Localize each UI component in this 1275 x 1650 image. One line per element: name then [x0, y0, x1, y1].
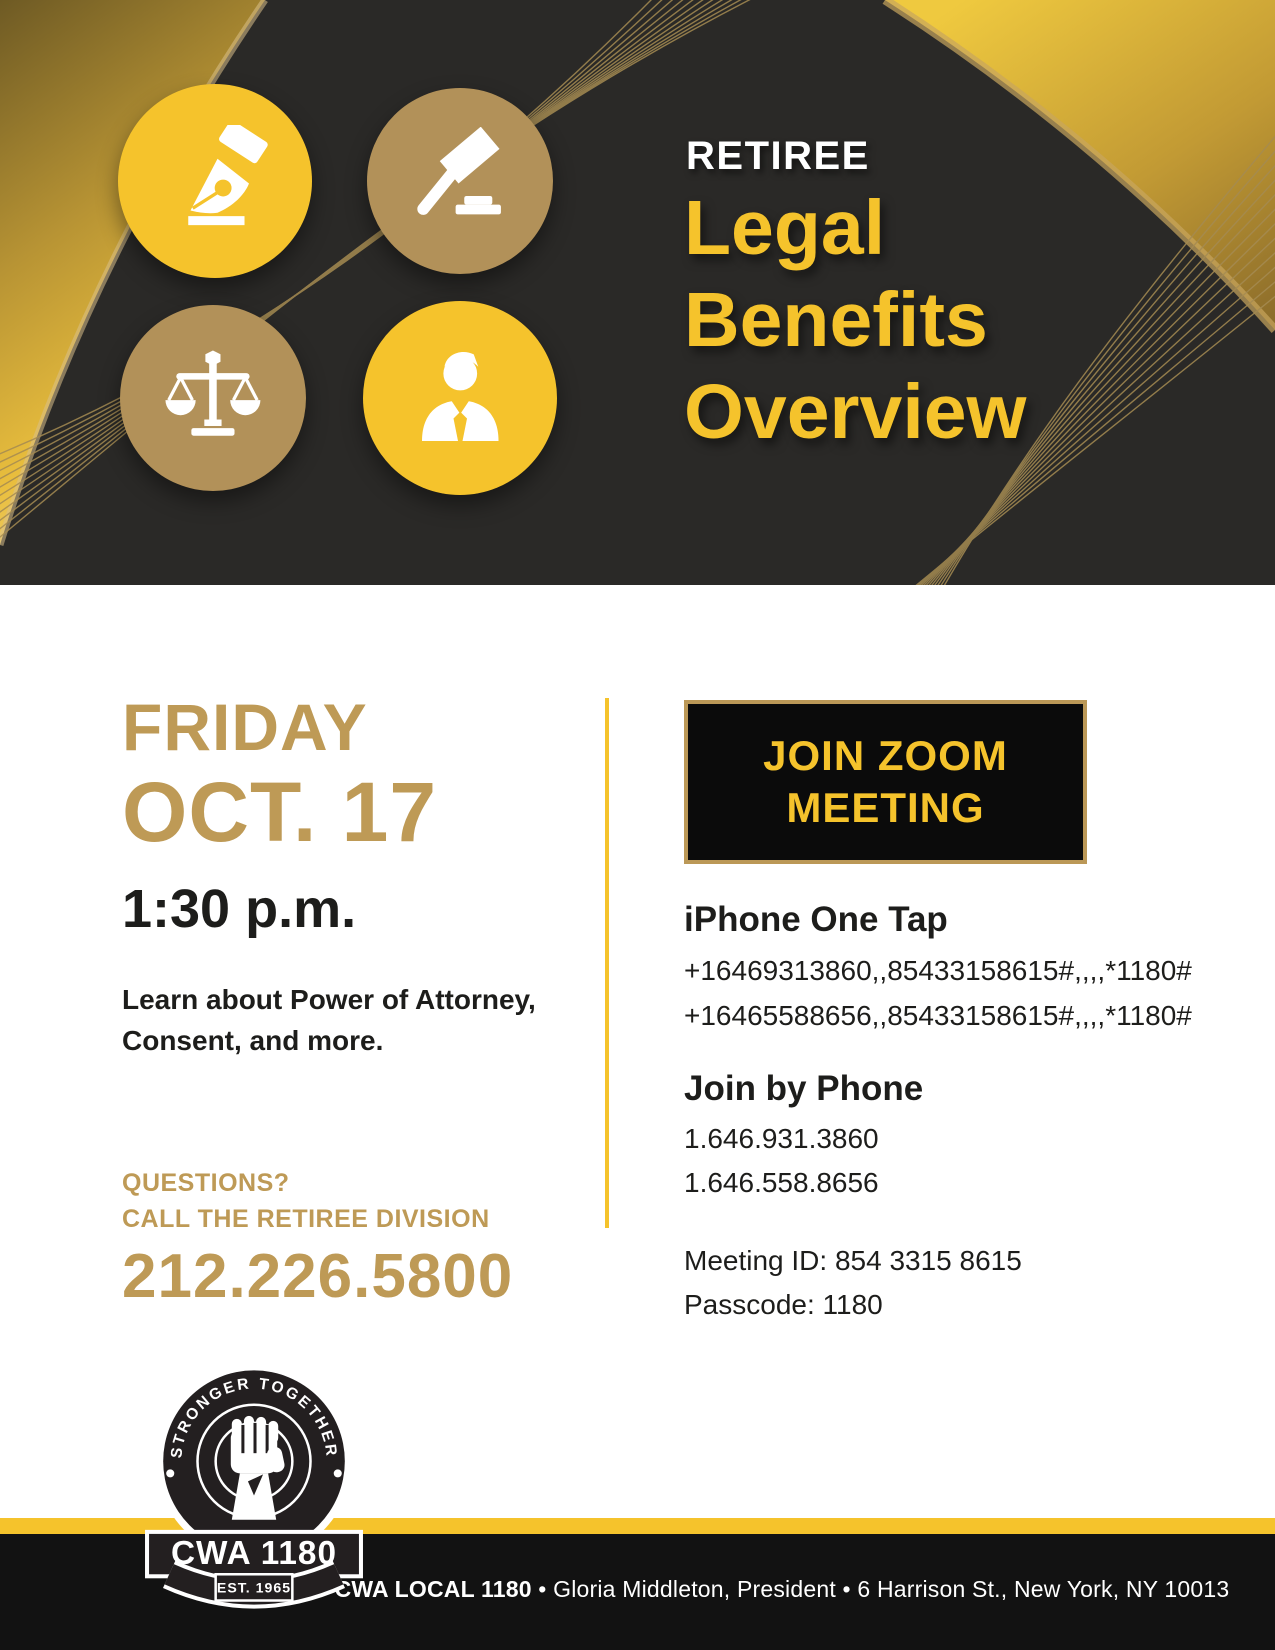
- eyebrow-retiree: RETIREE: [686, 134, 870, 178]
- gavel-icon: [367, 88, 553, 274]
- lawyer-icon: [363, 301, 557, 495]
- zoom-details: [684, 700, 1192, 1328]
- iphone-one-tap-numbers: [684, 948, 1192, 1039]
- description-line-2: Consent, and more.: [122, 1024, 384, 1056]
- event-details: [122, 690, 592, 1311]
- pen-nib-icon: [118, 84, 312, 278]
- event-date: OCT. 17: [122, 765, 438, 859]
- title-line-3: Overview: [684, 369, 1027, 455]
- title-line-2: Benefits: [684, 277, 988, 363]
- one-tap-number-1: +16469313860,,85433158615#,,,,*1180#: [684, 955, 1192, 986]
- join-zoom-meeting-button[interactable]: [684, 700, 1087, 864]
- meeting-credentials: [684, 1239, 1164, 1329]
- logo-arc-text: STRONGER TOGETHER: [168, 1375, 340, 1460]
- meeting-id: Meeting ID: 854 3315 8615: [684, 1244, 1022, 1276]
- page-title: [684, 182, 1026, 458]
- join-zoom-line-2: MEETING: [786, 784, 985, 831]
- event-description: [122, 980, 592, 1061]
- title-line-1: Legal: [684, 185, 886, 271]
- join-by-phone-heading: Join by Phone: [684, 1068, 924, 1108]
- footer-address-rest: • Gloria Middleton, President • 6 Harrison St., New York, NY 10013: [531, 1576, 1230, 1602]
- logo-name: CWA 1180: [170, 1535, 338, 1573]
- footer-address-line: [302, 1576, 1262, 1603]
- questions-block: [122, 1165, 592, 1238]
- description-line-1: Learn about Power of Attorney,: [122, 984, 536, 1015]
- event-time: 1:30 p.m.: [122, 879, 357, 939]
- passcode: Passcode: 1180: [684, 1289, 883, 1321]
- event-day: FRIDAY: [122, 690, 368, 764]
- phone-number-1: 1.646.931.3860: [684, 1122, 879, 1154]
- phone-number-2: 1.646.558.8656: [684, 1166, 879, 1198]
- call-label: CALL THE RETIREE DIVISION: [122, 1205, 490, 1234]
- one-tap-number-2: +16465588656,,85433158615#,,,,*1180#: [684, 1000, 1192, 1032]
- join-by-phone-numbers: [684, 1117, 1164, 1205]
- footer-org-name: CWA LOCAL 1180: [334, 1576, 532, 1602]
- header-banner: [0, 0, 1275, 585]
- column-divider: [605, 698, 609, 1228]
- logo-est: EST. 1965: [216, 1579, 292, 1596]
- cwa-1180-logo: [143, 1360, 365, 1618]
- scales-icon: [120, 305, 306, 491]
- questions-label: QUESTIONS?: [122, 1169, 290, 1198]
- retiree-division-phone: 212.226.5800: [122, 1241, 514, 1311]
- iphone-one-tap-heading: iPhone One Tap: [684, 900, 948, 939]
- join-zoom-line-1: JOIN ZOOM: [763, 731, 1008, 779]
